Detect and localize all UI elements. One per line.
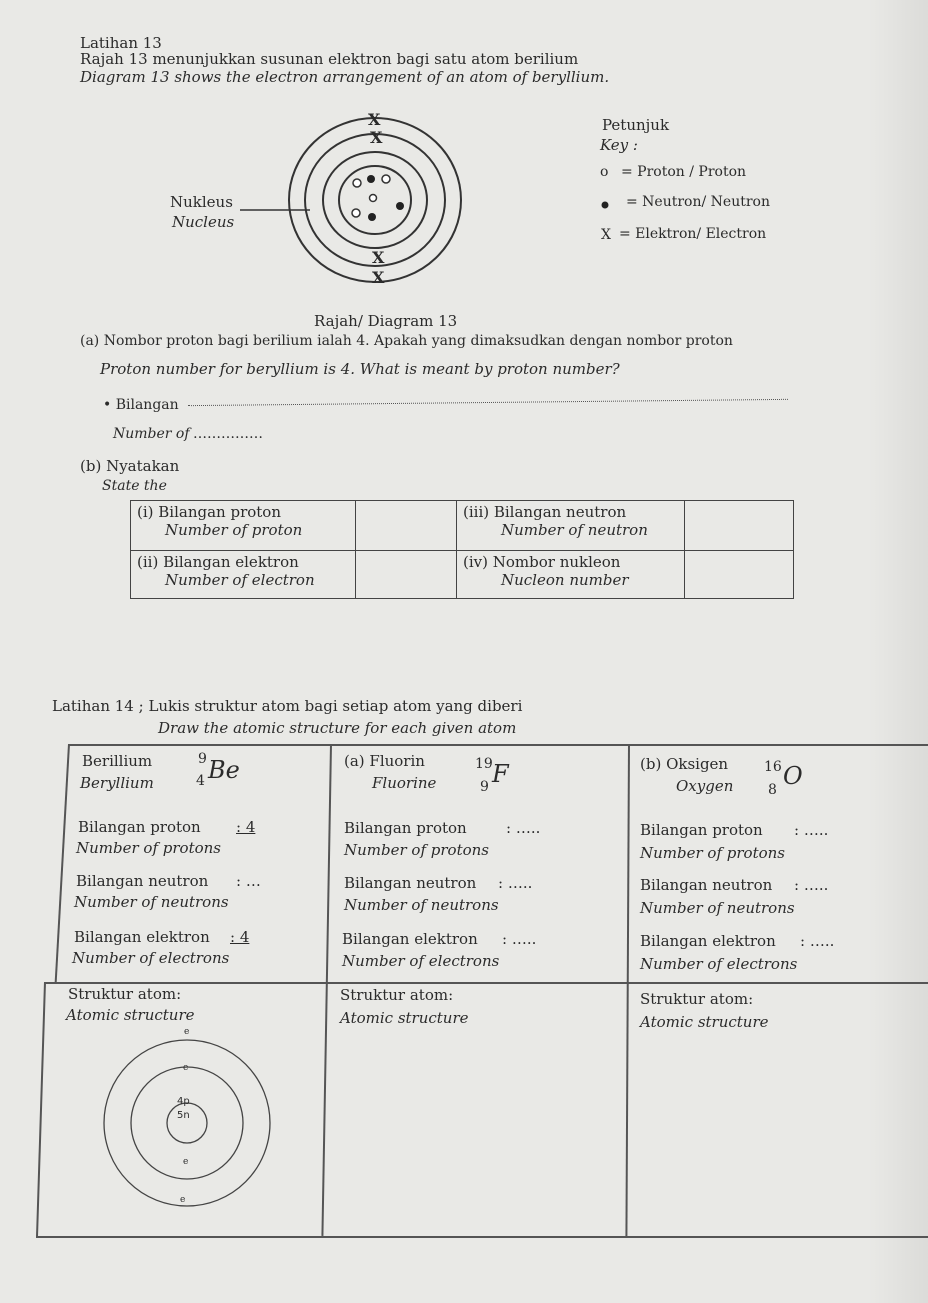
o-symbol: O bbox=[783, 762, 803, 790]
o-electron-ms: Bilangan elektron bbox=[640, 932, 776, 950]
o-neutron-value[interactable]: : ….. bbox=[794, 876, 829, 894]
grid-bottom-line bbox=[36, 1236, 928, 1238]
f-name-ms: (a) Fluorin bbox=[344, 752, 425, 770]
f-neutron-ms: Bilangan neutron bbox=[344, 874, 477, 892]
be-atomic-structure-drawing bbox=[100, 1036, 280, 1216]
bullet-ms: • Bilangan bbox=[103, 397, 179, 413]
latihan13-title: Latihan 13 bbox=[80, 34, 162, 52]
cell-neutron-label bbox=[457, 501, 685, 551]
f-neutron-en: Number of neutrons bbox=[344, 896, 499, 914]
electron-x-2: X bbox=[370, 128, 383, 147]
be-structure-en: Atomic structure bbox=[66, 1006, 195, 1024]
cell-neutron-en: Number of neutron bbox=[501, 521, 648, 539]
f-proton-value[interactable]: : ….. bbox=[506, 819, 541, 837]
be-electron-mark-2: e bbox=[183, 1063, 189, 1073]
cell-electron-label bbox=[131, 551, 356, 599]
answer-line-a[interactable] bbox=[188, 399, 788, 406]
o-structure-ms: Struktur atom: bbox=[640, 990, 754, 1008]
f-name-en: Fluorine bbox=[372, 774, 437, 792]
cell-neutron-answer[interactable] bbox=[685, 501, 794, 551]
be-name-en: Beryllium bbox=[80, 774, 154, 792]
key-neutron: = Neutron/ Neutron bbox=[626, 194, 770, 210]
cell-proton-label bbox=[131, 501, 356, 551]
nucleus-label-en: Nucleus bbox=[172, 213, 235, 231]
key-title-ms: Petunjuk bbox=[602, 116, 670, 134]
key-neutron-dot-icon bbox=[600, 200, 610, 210]
f-atomic-number: 9 bbox=[480, 779, 489, 795]
grid-col-divider-1 bbox=[321, 744, 331, 1236]
o-atomic-number: 8 bbox=[768, 782, 777, 798]
be-electron-mark-3: e bbox=[183, 1157, 189, 1167]
key-proton-symbol: o bbox=[600, 164, 609, 180]
question-b-ms: (b) Nyatakan bbox=[80, 457, 180, 475]
grid-left-upper bbox=[55, 744, 70, 984]
be-proton-ms: Bilangan proton bbox=[78, 818, 201, 836]
o-drawing-area[interactable] bbox=[634, 1036, 924, 1231]
be-symbol: Be bbox=[208, 756, 240, 784]
cell-proton-ms: (i) Bilangan proton bbox=[137, 503, 281, 521]
be-electron-mark-1: e bbox=[184, 1027, 190, 1037]
electron-x-4: X bbox=[372, 268, 385, 287]
be-electron-mark-4: e bbox=[180, 1195, 186, 1205]
answer-table-b bbox=[130, 500, 794, 599]
f-electron-en: Number of electrons bbox=[342, 952, 500, 970]
o-neutron-en: Number of neutrons bbox=[640, 899, 795, 917]
be-proton-value: : 4 bbox=[236, 818, 256, 836]
cell-nucleon-en: Nucleon number bbox=[501, 571, 629, 589]
key-electron-symbol: X bbox=[601, 227, 611, 243]
grid-middle-line bbox=[44, 982, 928, 984]
latihan13-intro-en: Diagram 13 shows the electron arrangement of an atom of beryllium. bbox=[80, 68, 610, 86]
bullet-dots[interactable]: …………… bbox=[193, 426, 263, 442]
be-structure-ms: Struktur atom: bbox=[68, 985, 182, 1003]
o-electron-en: Number of electrons bbox=[640, 955, 798, 973]
o-proton-value[interactable]: : ….. bbox=[794, 821, 829, 839]
cell-nucleon-answer[interactable] bbox=[685, 551, 794, 599]
be-name-ms: Berillium bbox=[82, 752, 153, 770]
electron-x-1: X bbox=[368, 110, 381, 129]
be-neutron-ms: Bilangan neutron bbox=[76, 872, 209, 890]
f-structure-ms: Struktur atom: bbox=[340, 986, 454, 1004]
be-atomic-number: 4 bbox=[196, 773, 205, 789]
o-mass-number: 16 bbox=[764, 759, 782, 775]
key-title-en: Key : bbox=[600, 136, 638, 154]
o-proton-ms: Bilangan proton bbox=[640, 821, 763, 839]
question-a-ms: (a) Nombor proton bagi berilium ialah 4. Apakah yang dimaksudkan dengan nombor proton bbox=[80, 333, 733, 349]
question-a-en: Proton number for beryllium is 4. What is meant by proton number? bbox=[100, 360, 620, 378]
nucleus-label-ms: Nukleus bbox=[170, 193, 233, 211]
latihan14-title-ms: Latihan 14 ; Lukis struktur atom bagi setiap atom yang diberi bbox=[52, 697, 523, 715]
cell-electron-en: Number of electron bbox=[165, 571, 315, 589]
f-symbol: F bbox=[492, 760, 509, 788]
cell-proton-answer[interactable] bbox=[356, 501, 457, 551]
o-name-ms: (b) Oksigen bbox=[640, 755, 729, 773]
cell-proton-en: Number of proton bbox=[165, 521, 303, 539]
f-neutron-value[interactable]: : ….. bbox=[498, 874, 533, 892]
key-proton: = Proton / Proton bbox=[621, 164, 747, 180]
be-neutron-en: Number of neutrons bbox=[74, 893, 229, 911]
be-nucleus-neutrons: 5n bbox=[177, 1110, 190, 1121]
be-mass-number: 9 bbox=[198, 751, 207, 767]
grid-top-line bbox=[68, 744, 928, 746]
f-proton-en: Number of protons bbox=[344, 841, 489, 859]
nucleus-particles bbox=[352, 175, 404, 221]
cell-electron-ms: (ii) Bilangan elektron bbox=[137, 553, 299, 571]
latihan14-title-en: Draw the atomic structure for each given atom bbox=[158, 719, 517, 737]
f-mass-number: 19 bbox=[475, 756, 493, 772]
be-proton-en: Number of protons bbox=[76, 839, 221, 857]
cell-nucleon-label bbox=[457, 551, 685, 599]
o-neutron-ms: Bilangan neutron bbox=[640, 876, 773, 894]
grid-col-divider-2 bbox=[625, 744, 629, 1236]
o-structure-en: Atomic structure bbox=[640, 1013, 769, 1031]
o-name-en: Oxygen bbox=[676, 777, 734, 795]
be-nucleus-protons: 4p bbox=[177, 1096, 190, 1107]
o-proton-en: Number of protons bbox=[640, 844, 785, 862]
be-neutron-value[interactable]: : … bbox=[236, 872, 261, 890]
question-b-en: State the bbox=[102, 478, 167, 494]
cell-neutron-ms: (iii) Bilangan neutron bbox=[463, 503, 627, 521]
cell-electron-answer[interactable] bbox=[356, 551, 457, 599]
o-electron-value[interactable]: : ….. bbox=[800, 932, 835, 950]
key-electron: = Elektron/ Electron bbox=[619, 226, 767, 242]
cell-nucleon-ms: (iv) Nombor nukleon bbox=[463, 553, 621, 571]
grid-left-lower bbox=[36, 982, 46, 1237]
f-drawing-area[interactable] bbox=[336, 1034, 621, 1229]
be-electron-value: : 4 bbox=[230, 928, 250, 946]
be-electron-ms: Bilangan elektron bbox=[74, 928, 210, 946]
be-electron-en: Number of electrons bbox=[72, 949, 230, 967]
f-structure-en: Atomic structure bbox=[340, 1009, 469, 1027]
diagram13-caption: Rajah/ Diagram 13 bbox=[314, 312, 458, 330]
electron-x-3: X bbox=[372, 248, 385, 267]
f-electron-ms: Bilangan elektron bbox=[342, 930, 478, 948]
f-proton-ms: Bilangan proton bbox=[344, 819, 467, 837]
f-electron-value[interactable]: : ….. bbox=[502, 930, 537, 948]
bullet-en: Number of bbox=[113, 426, 190, 442]
latihan13-intro-ms: Rajah 13 menunjukkan susunan elektron bagi satu atom berilium bbox=[80, 50, 579, 68]
